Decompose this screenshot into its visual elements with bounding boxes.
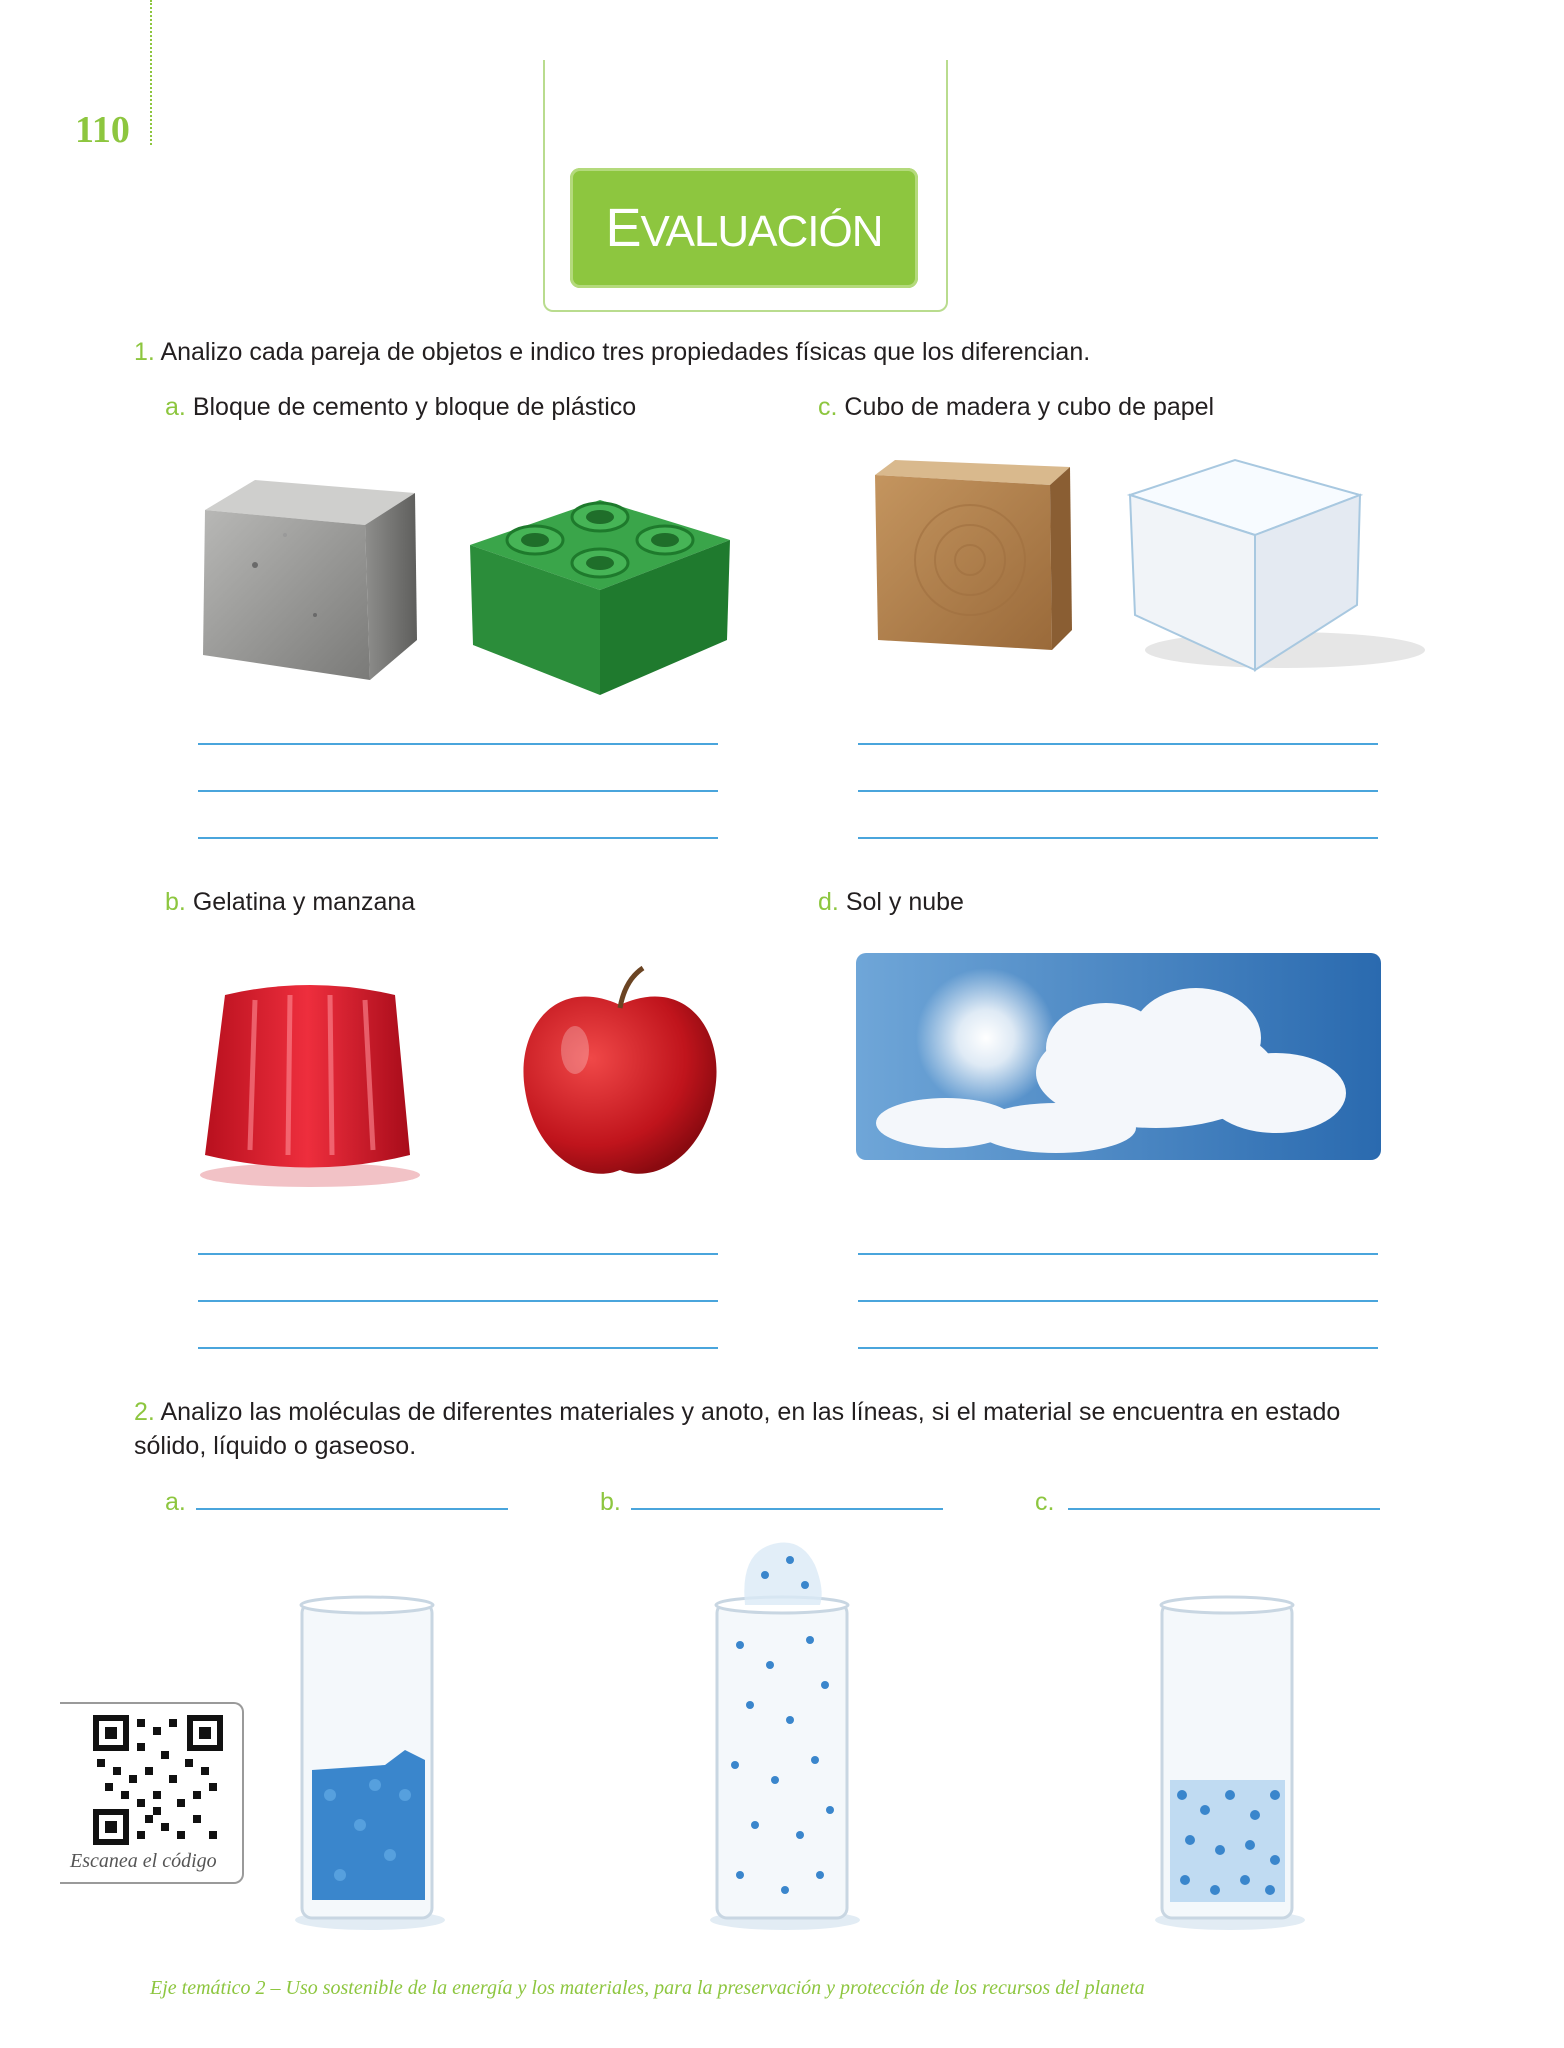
question-1-number: 1. xyxy=(134,338,155,366)
item-2c-letter: c. xyxy=(1035,1488,1055,1516)
item-1d-text: Sol y nube xyxy=(845,888,964,916)
answer-line-1d-2[interactable] xyxy=(858,1300,1378,1302)
answer-line-1b-2[interactable] xyxy=(198,1300,718,1302)
concrete-block-image xyxy=(195,475,420,685)
solid-beaker-image xyxy=(290,1595,450,1935)
answer-line-1b-3[interactable] xyxy=(198,1347,718,1349)
answer-line-1a-3[interactable] xyxy=(198,837,718,839)
section-title-first-letter: E xyxy=(605,198,641,258)
question-2-number: 2. xyxy=(134,1398,155,1426)
item-1c-text: Cubo de madera y cubo de papel xyxy=(844,393,1215,421)
qr-code[interactable] xyxy=(93,1715,223,1845)
answer-line-1d-3[interactable] xyxy=(858,1347,1378,1349)
item-1b-text: Gelatina y manzana xyxy=(192,888,416,916)
item-1a xyxy=(165,390,636,424)
footer-text: Eje temático 2 – Uso sostenible de la energía y los materiales, para la preservación y protección de los recursos del planeta xyxy=(150,1977,1145,1999)
wood-cube-image xyxy=(870,455,1075,655)
answer-line-1b-1[interactable] xyxy=(198,1253,718,1255)
answer-line-2c[interactable] xyxy=(1068,1508,1380,1510)
item-2b-letter: b. xyxy=(600,1488,621,1516)
item-2a-letter: a. xyxy=(165,1488,186,1516)
item-1b xyxy=(165,885,415,919)
question-1-text: Analizo cada pareja de objetos e indico tres propiedades físicas que los diferencian. xyxy=(160,338,1091,366)
item-1c-letter: c. xyxy=(818,393,838,421)
item-1c xyxy=(818,390,1214,424)
item-1b-letter: b. xyxy=(165,888,186,916)
liquid-beaker-image xyxy=(1150,1595,1310,1935)
answer-line-1c-1[interactable] xyxy=(858,743,1378,745)
page-number: 110 xyxy=(75,109,130,151)
sun-cloud-image xyxy=(856,953,1381,1160)
gas-beaker-image xyxy=(700,1535,870,1935)
answer-line-1c-3[interactable] xyxy=(858,837,1378,839)
answer-line-2b[interactable] xyxy=(631,1508,943,1510)
question-1 xyxy=(134,335,1090,369)
apple-image xyxy=(515,960,725,1185)
plastic-brick-image xyxy=(465,455,735,700)
question-2 xyxy=(134,1395,1384,1463)
margin-dotted-line xyxy=(150,0,152,145)
item-1d-letter: d. xyxy=(818,888,839,916)
section-title-rest: VALUACIÓN xyxy=(640,207,883,256)
paper-cube-image xyxy=(1125,455,1425,675)
section-title xyxy=(570,168,918,288)
answer-line-1a-2[interactable] xyxy=(198,790,718,792)
answer-line-1c-2[interactable] xyxy=(858,790,1378,792)
item-1a-letter: a. xyxy=(165,393,186,421)
answer-line-1d-1[interactable] xyxy=(858,1253,1378,1255)
answer-line-2a[interactable] xyxy=(196,1508,508,1510)
answer-line-1a-1[interactable] xyxy=(198,743,718,745)
item-1d xyxy=(818,885,964,919)
jelly-image xyxy=(195,980,425,1190)
question-2-text: Analizo las moléculas de diferentes materiales y anoto, en las líneas, si el material se encuentra en estado sólido, líquido o gaseoso. xyxy=(134,1398,1341,1460)
qr-caption: Escanea el código xyxy=(70,1850,217,1872)
item-1a-text: Bloque de cemento y bloque de plástico xyxy=(192,393,637,421)
